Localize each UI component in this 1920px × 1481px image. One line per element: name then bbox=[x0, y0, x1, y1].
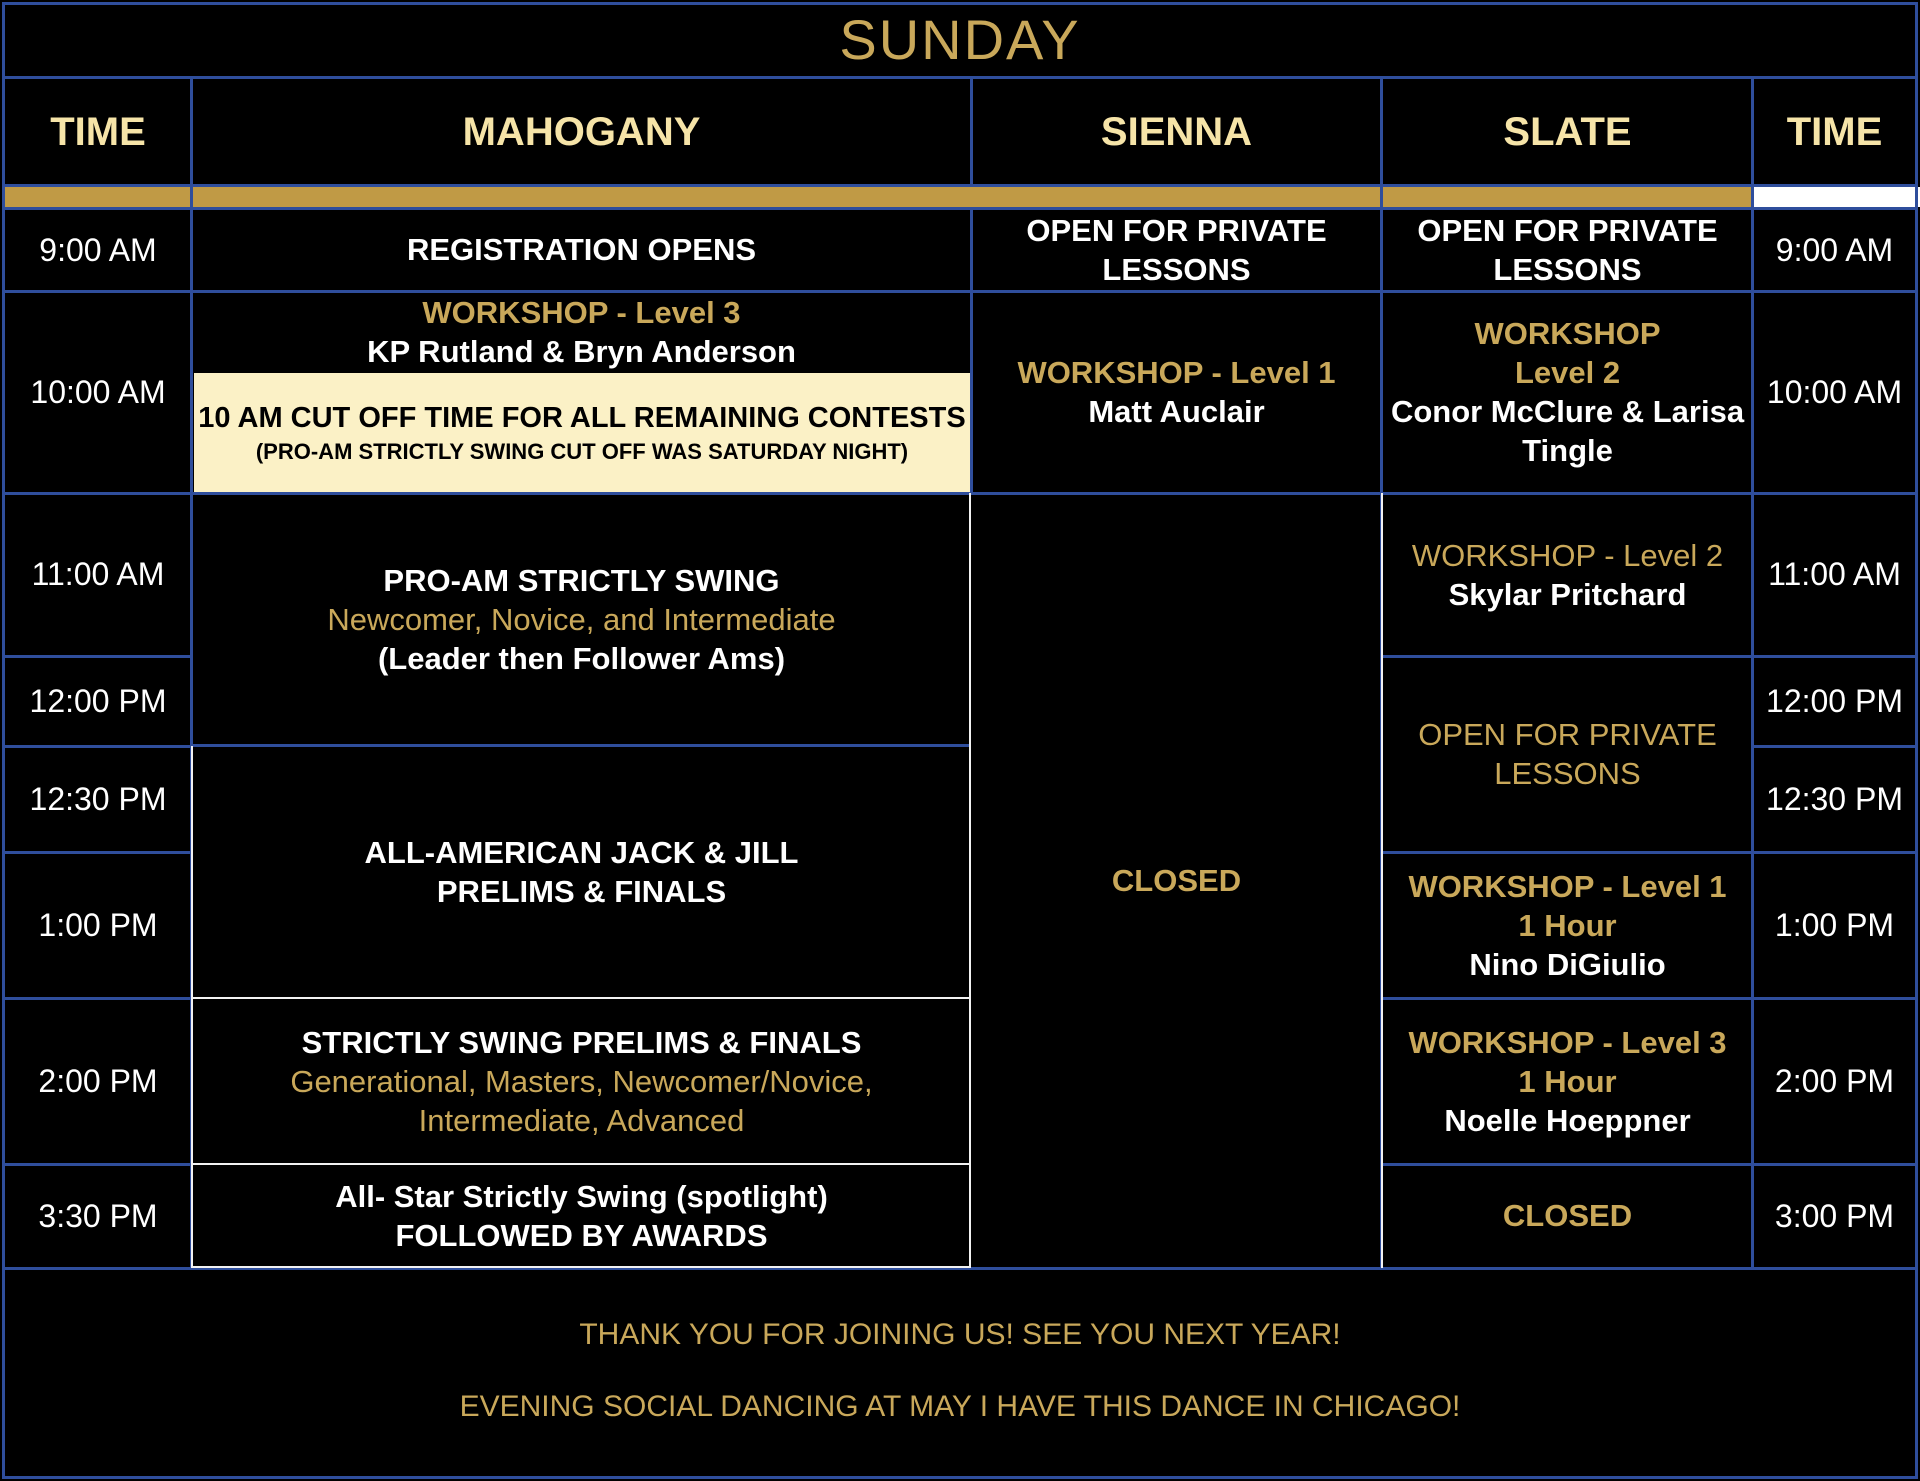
white-separator-gap bbox=[1753, 187, 1920, 207]
grid-line bbox=[4, 851, 192, 854]
grid-line bbox=[4, 492, 192, 495]
grid-line bbox=[4, 1163, 192, 1166]
slate-workshop-a-level: Level 2 bbox=[1514, 355, 1621, 390]
mahogany-jack-and-jill bbox=[192, 746, 971, 998]
slate-workshop-c-names: Nino DiGiulio bbox=[1469, 946, 1666, 982]
slate-workshop-a-names-cont: Tingle bbox=[1522, 433, 1613, 468]
slate-workshop-level3-noelle bbox=[1382, 998, 1753, 1164]
grid-line bbox=[1753, 290, 1916, 293]
grid-line bbox=[1753, 1163, 1916, 1166]
slate-open2-line2: LESSONS bbox=[1494, 756, 1641, 791]
sienna-open-private bbox=[971, 209, 1382, 291]
slate-workshop-a-names: Conor McClure & Larisa bbox=[1390, 394, 1745, 429]
grid-line bbox=[2, 2, 5, 1479]
jackjill-line2: PRELIMS & FINALS bbox=[436, 874, 727, 909]
slate-open2-line1: OPEN FOR PRIVATE bbox=[1418, 717, 1717, 752]
sienna-open-line2: LESSONS bbox=[1102, 252, 1251, 287]
event-border bbox=[192, 1266, 971, 1268]
grid-line bbox=[4, 745, 192, 748]
cutoff-notice-main: 10 AM CUT OFF TIME FOR ALL REMAINING CONTESTS bbox=[198, 401, 966, 434]
time-left-cell: 1:00 PM bbox=[38, 906, 158, 943]
time-left-cell: 12:00 PM bbox=[29, 682, 167, 719]
grid-line bbox=[4, 76, 1916, 79]
grid-line bbox=[1753, 492, 1916, 495]
time-right-cell: 9:00 AM bbox=[1775, 231, 1894, 268]
mahogany-registration: REGISTRATION OPENS bbox=[406, 232, 757, 267]
time-right-cell: 11:00 AM bbox=[1768, 556, 1901, 592]
event-border bbox=[192, 997, 971, 999]
grid-line bbox=[1382, 290, 1753, 293]
time-right-cell: 12:00 PM bbox=[1766, 682, 1903, 719]
sienna-workshop-level1 bbox=[971, 291, 1382, 493]
header-time-left: TIME bbox=[50, 109, 146, 154]
grid-line bbox=[1751, 78, 1754, 1268]
event-border bbox=[1381, 493, 1383, 1268]
slate-open-line1: OPEN FOR PRIVATE bbox=[1417, 213, 1718, 248]
cutoff-notice-sub: (PRO-AM STRICTLY SWING CUT OFF WAS SATURDAY NIGHT) bbox=[255, 438, 909, 464]
grid-line bbox=[4, 1476, 1916, 1479]
proam-note: (Leader then Follower Ams) bbox=[377, 641, 786, 676]
slate-open-private bbox=[1382, 209, 1753, 291]
grid-line bbox=[1915, 2, 1918, 1479]
grid-line bbox=[1753, 851, 1916, 854]
mahogany-strictly-swing bbox=[192, 998, 971, 1164]
header-slate: SLATE bbox=[1503, 109, 1632, 154]
grid-line bbox=[4, 655, 192, 658]
slate-workshop-a-title: WORKSHOP bbox=[1474, 316, 1661, 351]
sienna-workshop-instructor: Matt Auclair bbox=[1088, 394, 1265, 429]
gold-separator-bar bbox=[4, 187, 1753, 207]
allstar-line1: All- Star Strictly Swing (spotlight) bbox=[335, 1179, 828, 1214]
slate-open-line2: LESSONS bbox=[1493, 252, 1642, 287]
slate-open-private-2 bbox=[1382, 656, 1753, 852]
header-sienna: SIENNA bbox=[1100, 109, 1253, 154]
event-border bbox=[191, 746, 193, 1268]
grid-line bbox=[1382, 492, 1753, 495]
slate-workshop-b-names: Skylar Pritchard bbox=[1448, 576, 1687, 612]
slate-workshop-level2-skylar bbox=[1382, 493, 1753, 656]
event-border bbox=[192, 1163, 971, 1165]
jackjill-line1: ALL-AMERICAN JACK & JILL bbox=[364, 835, 799, 870]
workshop-instructors: KP Rutland & Bryn Anderson bbox=[367, 333, 796, 369]
strictly-title: STRICTLY SWING PRELIMS & FINALS bbox=[301, 1024, 862, 1060]
time-left-cell: 11:00 AM bbox=[31, 556, 165, 592]
time-left-cell: 3:30 PM bbox=[38, 1197, 158, 1234]
header-time-right: TIME bbox=[1786, 109, 1883, 154]
time-left-cell: 12:30 PM bbox=[29, 780, 167, 817]
time-right-cell: 1:00 PM bbox=[1774, 906, 1895, 943]
strictly-divisions-1: Generational, Masters, Newcomer/Novice, bbox=[290, 1063, 873, 1099]
workshop-level: - Level 3 bbox=[607, 294, 741, 330]
workshop-title: WORKSHOP bbox=[422, 294, 608, 330]
grid-line bbox=[1753, 997, 1916, 1000]
allstar-line2: FOLLOWED BY AWARDS bbox=[395, 1218, 768, 1253]
slate-closed: CLOSED bbox=[1502, 1198, 1633, 1233]
header-mahogany: MAHOGANY bbox=[462, 109, 701, 154]
mahogany-allstar bbox=[192, 1164, 971, 1268]
grid-line bbox=[4, 2, 1916, 5]
slate-workshop-c-title: WORKSHOP - Level 1 bbox=[1408, 868, 1727, 904]
event-border bbox=[969, 493, 971, 1268]
grid-line bbox=[1382, 1163, 1753, 1166]
slate-workshop-d-names: Noelle Hoeppner bbox=[1444, 1102, 1691, 1138]
strictly-divisions-2: Intermediate, Advanced bbox=[418, 1102, 745, 1138]
mahogany-proam-strictly-swing bbox=[192, 493, 971, 746]
grid-line bbox=[192, 492, 1382, 495]
time-right-cell: 3:00 PM bbox=[1774, 1197, 1895, 1234]
grid-line bbox=[4, 207, 1916, 210]
sienna-workshop-title: WORKSHOP - Level 1 bbox=[1017, 355, 1336, 390]
day-title: SUNDAY bbox=[839, 7, 1081, 71]
grid-line bbox=[970, 209, 973, 493]
proam-divisions: Newcomer, Novice, and Intermediate bbox=[327, 602, 836, 637]
slate-workshop-d-duration: 1 Hour bbox=[1518, 1063, 1617, 1099]
grid-line bbox=[1382, 655, 1753, 658]
grid-line bbox=[4, 184, 1916, 187]
cutoff-notice bbox=[194, 373, 970, 492]
grid-line bbox=[1753, 655, 1916, 658]
proam-title: PRO-AM STRICTLY SWING bbox=[383, 563, 780, 598]
footer-evening-social: EVENING SOCIAL DANCING AT MAY I HAVE THIS DANCE IN CHICAGO! bbox=[459, 1390, 1461, 1423]
slate-workshop-b-title: WORKSHOP - Level 2 bbox=[1411, 537, 1724, 573]
mahogany-workshop-level3 bbox=[192, 291, 971, 372]
footer-thank-you: THANK YOU FOR JOINING US! SEE YOU NEXT YEAR! bbox=[579, 1318, 1341, 1351]
time-right-cell: 12:30 PM bbox=[1766, 780, 1903, 817]
slate-workshop-c-duration: 1 Hour bbox=[1518, 907, 1617, 943]
grid-line bbox=[192, 744, 971, 747]
time-left-cell: 10:00 AM bbox=[30, 373, 166, 410]
slate-workshop-d-title: WORKSHOP - Level 3 bbox=[1408, 1024, 1727, 1060]
time-right-cell: 10:00 AM bbox=[1766, 373, 1903, 410]
grid-line bbox=[1753, 745, 1916, 748]
grid-line bbox=[1382, 851, 1753, 854]
slate-workshop-level2-conor bbox=[1382, 291, 1753, 493]
slate-workshop-level1-nino bbox=[1382, 852, 1753, 998]
grid-line bbox=[4, 997, 192, 1000]
sienna-closed: CLOSED bbox=[1111, 862, 1242, 898]
time-left-cell: 2:00 PM bbox=[38, 1062, 158, 1099]
grid-line bbox=[192, 290, 1382, 293]
grid-line bbox=[4, 290, 192, 293]
grid-line bbox=[970, 78, 973, 186]
time-left-cell: 9:00 AM bbox=[39, 231, 157, 268]
sienna-open-line1: OPEN FOR PRIVATE bbox=[1026, 213, 1327, 248]
grid-line bbox=[1382, 997, 1753, 1000]
time-right-cell: 2:00 PM bbox=[1774, 1062, 1895, 1099]
